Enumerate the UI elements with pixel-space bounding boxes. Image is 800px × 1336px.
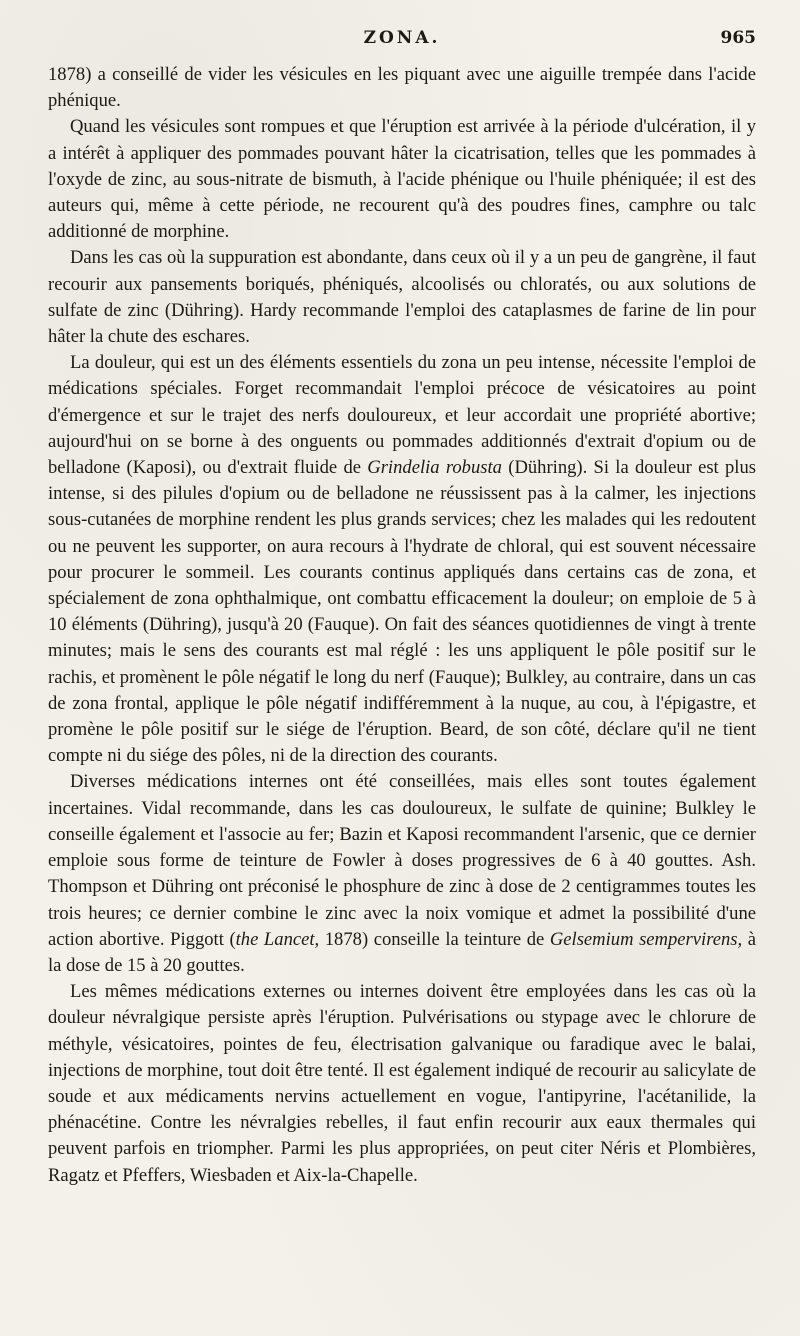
text-run: Diverses médications internes ont été conseillées, mais elles sont toutes également incertaines. Vidal recommande, dans les cas douloureux, le sulfate de quinine; Bulkley le conseille également et l'associe au fer; Bazin et Kaposi recommandent l'arsenic, que ce dernier emploie sous forme de teinture de Fowler à doses progressives de 6 à 40 gouttes. Ash. Thompson et Dühring ont préconisé le phosphure de zinc à dose de 2 centigrammes toutes les trois heures; ce dernier combine le zinc avec la noix vomique et admet la possibilité d'une action abortive. Piggott ( <box>48 771 756 950</box>
paragraph-medications-internes <box>48 769 756 979</box>
paragraph-suppuration: Dans les cas où la suppuration est abondante, dans ceux où il y a un peu de gangrène, il faut recourir aux pansements boriqués, phéniqués, alcoolisés ou chloratés, ou aux solutions de sulfate de zinc (Dühring). Hardy recommande l'emploi des cataplasmes de farine de lin pour hâter la chute des eschares. <box>48 247 756 348</box>
text-run: (Dühring). Si la douleur est plus intense, si des pilules d'opium ou de belladone ne réussissent pas à la calmer, les injections sous-cutanées de morphine rendent les plus grands services; chez les malades qui les redoutent ou ne peuvent les supporter, on aura recours à l'hydrate de chloral, qui est souvent nécessaire pour procurer le sommeil. Les courants continus appliqués dans certains cas de zona, et spécialement de zona ophthalmique, ont combattu efficacement la douleur; on emploie de 5 à 10 éléments (Dühring), jusqu'à 20 (Fauque). On fait des séances quotidiennes de vingt à trente minutes; mais le sens des courants est mal réglé : les uns appliquent le pôle positif sur le rachis, et promènent le pôle négatif le long du nerf (Fauque); Bulkley, au contraire, dans un cas de zona frontal, applique le pôle négatif indifféremment à la nuque, au cou, à l'épigastre, et promène le pôle positif sur le siége de l'éruption. Beard, de son côté, déclare qu'il ne tient compte ni du siége des pôles, ni de la direction des courants. <box>48 457 756 767</box>
running-header <box>48 28 756 50</box>
text-run-italic: Grindelia robusta <box>367 457 502 479</box>
text-run: 1878) conseille la teinture de <box>319 928 550 950</box>
text-run: La douleur, qui est un des éléments essentiels du zona un peu intense, nécessite l'emploi de médications spéciales. Forget recommandait l'emploi précoce de vésicatoires au point d'émergence et sur le trajet des nerfs douloureux, et leur accordait une propriété abortive; aujourd'hui on se borne à des onguents ou pommades additionnés d'extrait d'opium ou de belladone (Kaposi), ou d'extrait fluide de <box>48 352 756 479</box>
paragraph-douleur <box>48 350 756 769</box>
text-run-italic: Gelsemium sempervirens, <box>549 928 743 950</box>
running-title: ZONA. <box>363 28 441 48</box>
text-run-italic: the Lancet, <box>235 928 320 950</box>
paragraph-ulceration: Quand les vésicules sont rompues et que l'éruption est arrivée à la période d'ulcération, il y a intérêt à appliquer des pommades pouvant hâter la cicatrisation, telles que les pommades à l'oxyde de zinc, au sous-nitrate de bismuth, à l'acide phénique ou l'huile phéniquée; il est des auteurs qui, même à cette période, ne recourent qu'à des poudres fines, camphre ou talc additionné de morphine. <box>48 116 756 243</box>
text-run: à la dose de 15 à 20 gouttes. <box>48 928 756 976</box>
body-text <box>48 62 756 1189</box>
paragraph-continuation: 1878) a conseillé de vider les vésicules en les piquant avec une aiguille trempée dans l'acide phénique. <box>48 64 756 112</box>
paragraph-nevralgie: Les mêmes médications externes ou internes doivent être employées dans les cas où la douleur névralgique persiste après l'éruption. Pulvérisations ou stypage avec le chlorure de méthyle, vésicatoires, pointes de feu, électrisation galvanique ou faradique avec le balai, injections de morphine, tout doit être tenté. Il est également indiqué de recourir au salicylate de soude et aux médicaments nervins actuellement en vogue, l'antipyrine, l'acétanilide, la phénacétine. Contre les névralgies rebelles, il faut enfin recourir aux eaux thermales qui peuvent parfois en triompher. Parmi les plus appropriées, on peut citer Néris et Plombières, Ragatz et Pfeffers, Wiesbaden et Aix-la-Chapelle. <box>48 981 756 1186</box>
page-number: 965 <box>720 28 756 48</box>
